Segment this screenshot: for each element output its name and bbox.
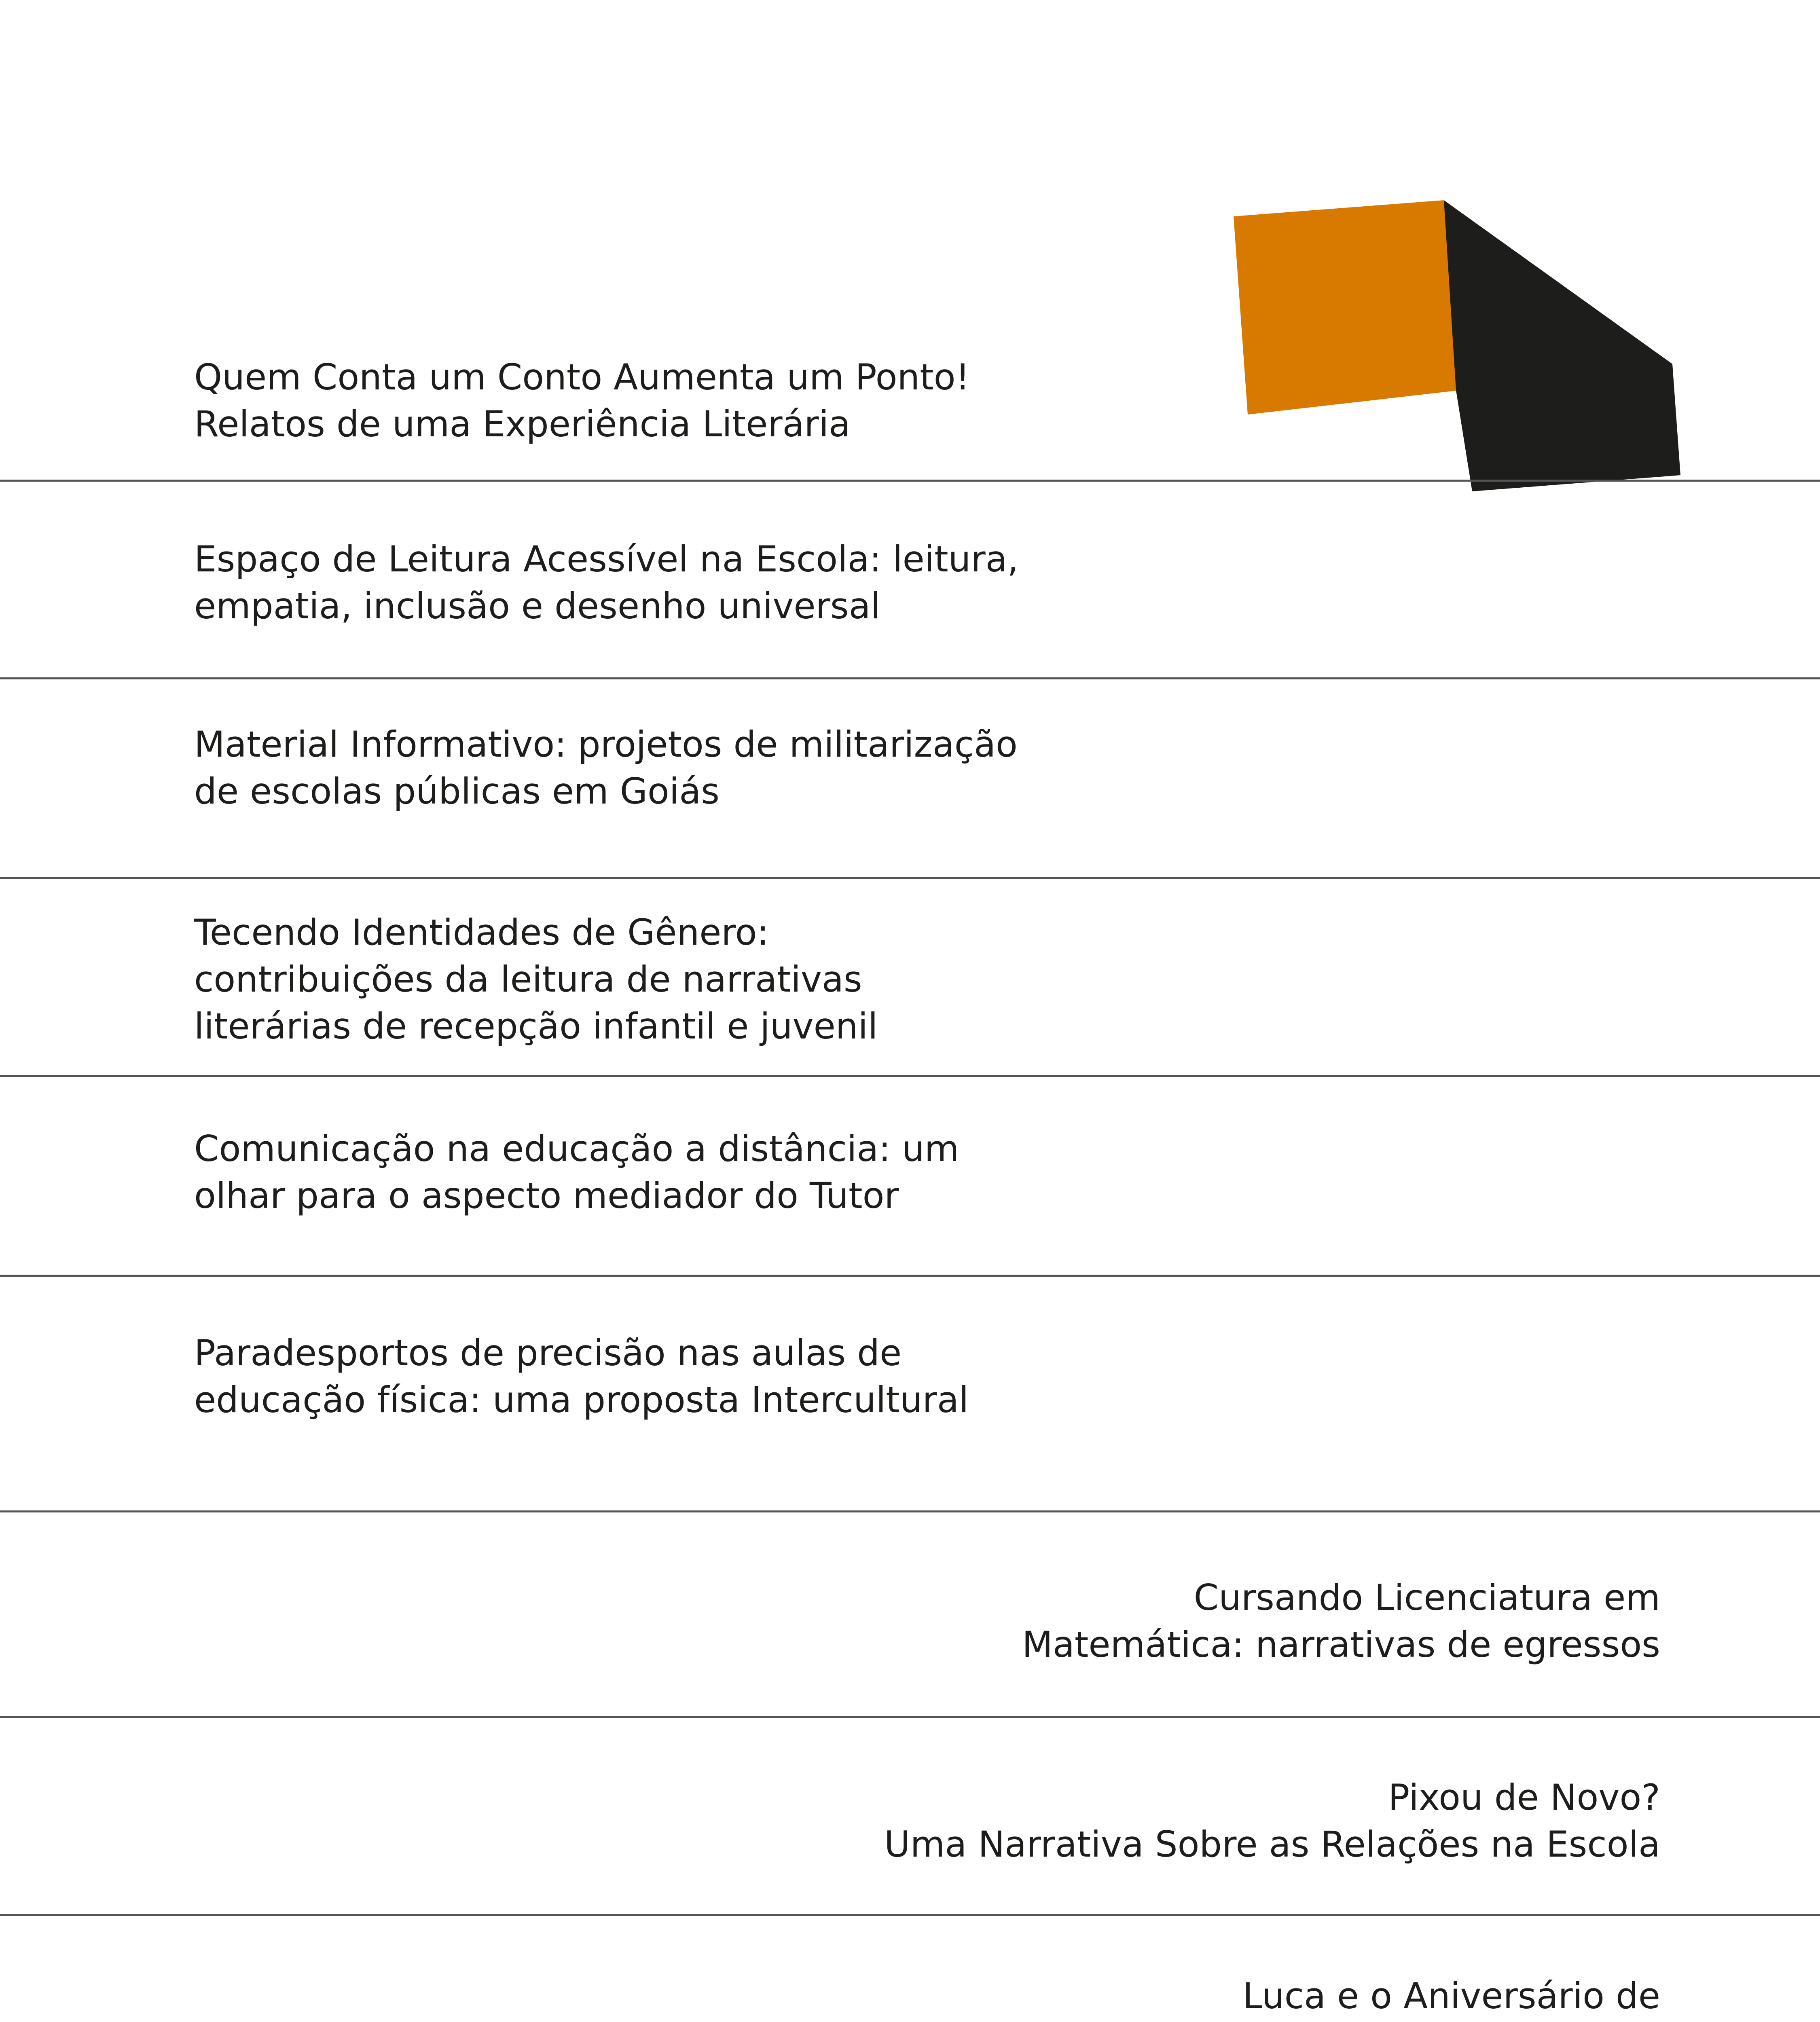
title-entry bbox=[194, 1125, 959, 1219]
title-line: olhar para o aspecto mediador do Tutor bbox=[194, 1175, 899, 1216]
title-entry bbox=[194, 1330, 969, 1423]
divider-line bbox=[0, 480, 1820, 482]
title-line: Material Informativo: projetos de militarização bbox=[194, 723, 1018, 765]
title-entry bbox=[194, 354, 970, 448]
title-line: Luca e o Aniversário de bbox=[1242, 1975, 1660, 2017]
title-line: Pixou de Novo? bbox=[1388, 1777, 1660, 1818]
title-line: educação física: uma proposta Intercultural bbox=[194, 1379, 969, 1421]
title-line: empatia, inclusão e desenho universal bbox=[194, 585, 880, 627]
title-line: Tecendo Identidades de Gênero: bbox=[194, 912, 769, 953]
top-orange-shape bbox=[1234, 200, 1460, 415]
title-line: literárias de recepção infantil e juvenil bbox=[194, 1005, 878, 1047]
title-line: Cursando Licenciatura em bbox=[1194, 1577, 1660, 1618]
divider-line bbox=[0, 877, 1820, 879]
title-line: Matemática: narrativas de egressos bbox=[1022, 1624, 1660, 1665]
divider-line bbox=[0, 1510, 1820, 1512]
title-line bbox=[1243, 2020, 1661, 2022]
title-line: Uma Narrativa Sobre as Relações na Escola bbox=[884, 1823, 1660, 1865]
title-line: Espaço de Leitura Acessível na Escola: leitura, bbox=[194, 538, 1019, 580]
title-line: Paradesportos de precisão nas aulas de bbox=[194, 1332, 902, 1374]
title-line: Quem Conta um Conto Aumenta um Ponto! bbox=[194, 356, 970, 398]
title-entry bbox=[1243, 1973, 1661, 2022]
divider-line bbox=[0, 1716, 1820, 1718]
title-line: de escolas públicas em Goiás bbox=[194, 770, 720, 812]
title-entry bbox=[194, 721, 1018, 815]
title-entry bbox=[1022, 1574, 1660, 1668]
divider-line bbox=[0, 1275, 1820, 1277]
title-line: contribuições da leitura de narrativas bbox=[194, 958, 862, 1000]
title-line: Comunicação na educação a distância: um bbox=[194, 1128, 959, 1170]
divider-line bbox=[0, 677, 1820, 679]
divider-line bbox=[0, 1075, 1820, 1077]
title-line: Relatos de uma Experiência Literária bbox=[194, 403, 851, 445]
divider-line bbox=[0, 1914, 1820, 1916]
title-entry bbox=[194, 909, 878, 1050]
title-entry bbox=[194, 536, 1019, 630]
top-black-shape bbox=[1444, 200, 1680, 491]
title-entry bbox=[884, 1774, 1660, 1868]
